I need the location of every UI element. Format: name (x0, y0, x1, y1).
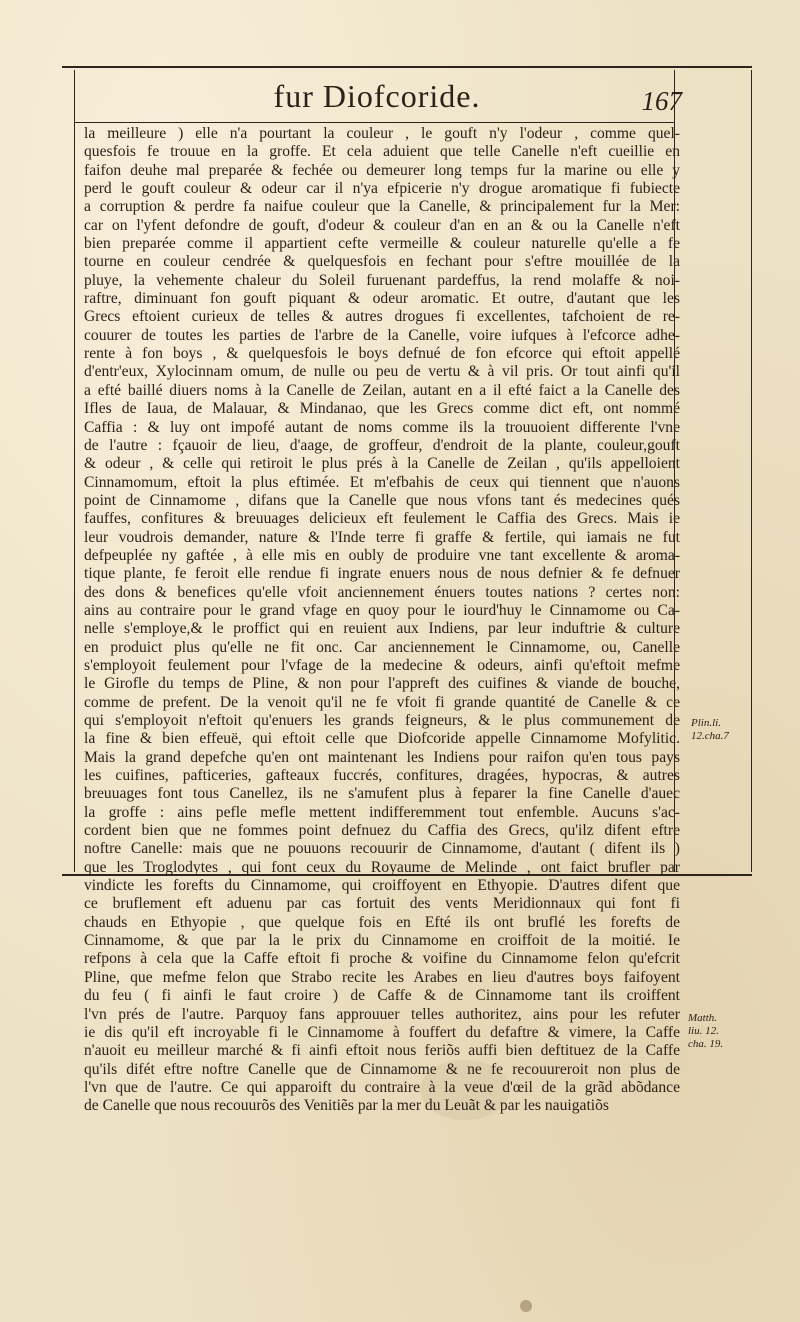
margin-note-line: cha. 19. (688, 1038, 724, 1050)
text-line: vindicte les forefts du Cinnamome, qui croiffoyent en Ethyopie. D'autres difent que (84, 877, 680, 895)
text-line: a corruption & perdre fa naifue couleur que la Canelle, & principalement fur la Mer: (84, 198, 680, 216)
text-line: nelle s'employe,& le proffict qui en reuient aux Indiens, par leur induftrie & culture (84, 620, 680, 638)
text-line: & odeur , & celle qui retiroit le plus prés à la Canelle de Zeilan , qu'ils appelloient (84, 455, 680, 473)
text-line: cordent bien que ne fommes point defnuez du Caffia des Grecs, qu'ilz difent eftre (84, 822, 680, 840)
text-line: ie dis qu'il eft incroyable fi le Cinnamome à fouffert du defaftre & vimere, la Caffe (84, 1023, 680, 1041)
text-line: Cinnamome, & que par la le prix du Cinnamome en croiffoit de la moitié. Ie (84, 932, 680, 950)
text-line: de l'autre : fçauoir de lieu, d'aage, de groffeur, d'endroit de la plante, couleur,gouft (84, 436, 680, 454)
text-line: que les Troglodytes , qui font ceux du Royaume de Melinde , ont faict brufler par (84, 858, 680, 876)
text-line: ains au contraire pour le grand vfage en quoy pour le iourd'huy le Cinnamome ou Ca- (84, 601, 680, 619)
text-line: couurer de toutes les parties de l'arbre de la Canelle, voire iufques à l'efcorce adhe- (84, 326, 680, 344)
page-number: 167 (641, 86, 682, 116)
text-line: raftre, diminuant fon gouft piquant & odeur aromatic. Et outre, d'autant que les (84, 290, 680, 308)
page-header (74, 76, 680, 120)
text-line: noftre Canelle: mais que ne pouuons recouurir de Cinnamome, d'autant ( difent ils ) (84, 840, 680, 858)
margin-note-line: 12.cha.7 (691, 730, 729, 742)
text-line: tourne en couleur cendrée & quelquesfois en fechant pour s'eftre mouillée de la (84, 253, 680, 271)
text-line: Cinnamomum, eftoit la plus eftimée. Et m'efbahis de ceux qui tiennent que n'auons (84, 473, 680, 491)
text-line: car on l'yfent defondre de gouft, d'odeur & couleur d'an en an & ou la Canelle n'eft (84, 216, 680, 234)
text-line: qui s'employoit n'eftoit qu'enuers les grands feigneurs, & le plus communement de (84, 712, 680, 729)
text-line: breuuages font tous Canellez, ils ne s'amufent plus à feparer la fine Canelle d'auec (84, 785, 680, 803)
body-text (84, 125, 680, 1116)
margin-note-pliny (691, 717, 729, 743)
text-line: de Canelle que nous recouurõs des Venitiẽs par la mer du Leuãt & par les nauigatiõs (84, 1097, 609, 1115)
top-rule (62, 66, 752, 68)
text-line: du feu ( fi ainfi le faut croire ) de Caffe & de Cinnamome tant ils croiffent (84, 987, 680, 1005)
text-line: Caffia : & luy ont impofé autant de noms comme ils la trouuoient differente l'vne (84, 418, 680, 436)
text-line: a efté baillé diuers noms à la Canelle de Zeilan, autant en a il efté faict a la Canelle des (84, 381, 680, 399)
margin-note-line: Plin.li. (691, 717, 721, 729)
text-line: d'entr'eux, Xylocinnam omum, de nulle ou peu de vertu & à vil pris. Or tout ainfi qu'il (84, 363, 680, 381)
text-line: n'auoit eu meilleur marché & fi ainfi eftoit nous feriõs auffi bien deftituez de la Caffe (84, 1042, 680, 1060)
text-line: Ifles de Iaua, de Malauar, & Mindanao, que les Grecs comme dict eft, ont nommé (84, 400, 680, 418)
text-line: refpons à cela que la Caffe eftoit fi proche & voifine du Cinnamome felon qu'efcrit (84, 950, 680, 968)
paper-spot (520, 1300, 532, 1312)
text-line: ce bruflement eft aduenu par cas fortuit des vents Meridionnaux qui font fi (84, 895, 680, 913)
text-line: comme de prefent. De la venoit qu'il ne fe vfoit fi grande quantité de Canelle & ce (84, 693, 680, 711)
text-line: defpeuplée ny gaftée , à elle mis en oubly de produire vne tant excellente & aroma- (84, 546, 680, 564)
margin-note-line: liu. 12. (688, 1025, 719, 1037)
text-line: le Girofle du temps de Pline, & non pour l'appreft des cuifines & viande de bouche, (84, 675, 680, 693)
margin-note-line: Matth. (688, 1012, 718, 1024)
header-rule (74, 122, 674, 123)
text-line: fauffes, confitures & breuuages delicieux eft feulement le Caffia des Grecs. Mais ie (84, 510, 680, 528)
text-line: les cuifines, pafticeries, gafteaux fuccrés, confitures, dragées, hypocras, & autres (84, 767, 680, 785)
text-line: la groffe : ains pefle mefle mettent indifferemment tout enfemble. Aucuns s'ac- (84, 803, 680, 821)
margin-note-matthioli (688, 1012, 723, 1051)
text-line: la fine & bien effeuë, qui eftoit celle que Diofcoride appelle Cinnamome Mofylitic. (84, 730, 680, 748)
text-line: Mais la grand depefche qu'en ont maintenant les Indiens pour raifon qu'en tous pays (84, 748, 680, 766)
text-line: leur voudrois demander, nature & l'Inde terre fi graffe & fertile, qui iamais ne fut (84, 528, 680, 546)
text-line: point de Cinnamome , difans que la Canelle que nous vfons tant és medecines qués (84, 491, 680, 509)
text-line: qu'ils difét eftre noftre Canelle que de Cinnamome & ne fe recouureroit non plus de (84, 1060, 680, 1078)
text-line: l'vn prés de l'autre. Parquoy fans approuuer telles authoritez, ains pour les refuter (84, 1005, 680, 1023)
text-line: la meilleure ) elle n'a pourtant la couleur , le gouft n'y l'odeur , comme quel- (84, 125, 680, 142)
text-line: l'vn que de l'autre. Ce qui apparoift du contraire à la veue d'œil de la grãd abõdance (84, 1078, 680, 1096)
text-line: tique plante, fe feroit elle rendue fi ingrate enuers nous de nous defnier & fe defnuer (84, 565, 680, 583)
text-line: pluye, la vehemente chaleur du Soleil furuenant pardeffus, la rend molaffe & noi- (84, 271, 680, 289)
text-line: faifon deuhe mal preparée & fechée ou demeurer long temps fur la marine ou elle y (84, 161, 680, 179)
text-line: s'employoit feulement pour l'vfage de la medecine & odeurs, ainfi qu'eftoit mefme (84, 656, 680, 674)
text-line: quesfois fe trouue en la groffe. Et cela aduient que telle Canelle n'eft cueillie en (84, 143, 680, 161)
text-line: bien preparée comme il appartient cefte vermeille & couleur naturelle qu'elle a fe (84, 235, 680, 253)
running-title: fur Diofcoride. (273, 78, 481, 114)
text-line: des dons & benefices qu'elle vfoit anciennement énuers toutes nations ? certes non: (84, 583, 680, 601)
text-line: rente à fon boys , & quelquesfois le boys defnué de fon efcorce qui eftoit appellé (84, 345, 680, 363)
text-line: Pline, que mefme felon que Strabo recite les Arabes en lieu d'autres boys faifoyent (84, 968, 680, 986)
text-line: perd le gouft couleur & odeur car il n'ya efpicerie n'y drogue aromatique fi fubiecte (84, 180, 680, 198)
text-line: Grecs eftoient curieux de telles & autres drogues fi excellentes, tafchoient de re- (84, 308, 680, 326)
bottom-rule (62, 874, 752, 876)
text-line: chauds en Ethyopie , que quelque fois en Efté ils ont bruflé les forefts de (84, 913, 680, 931)
text-line: en produict plus qu'elle ne fit onc. Car anciennement le Cinnamome, ou, Canelle (84, 638, 680, 656)
